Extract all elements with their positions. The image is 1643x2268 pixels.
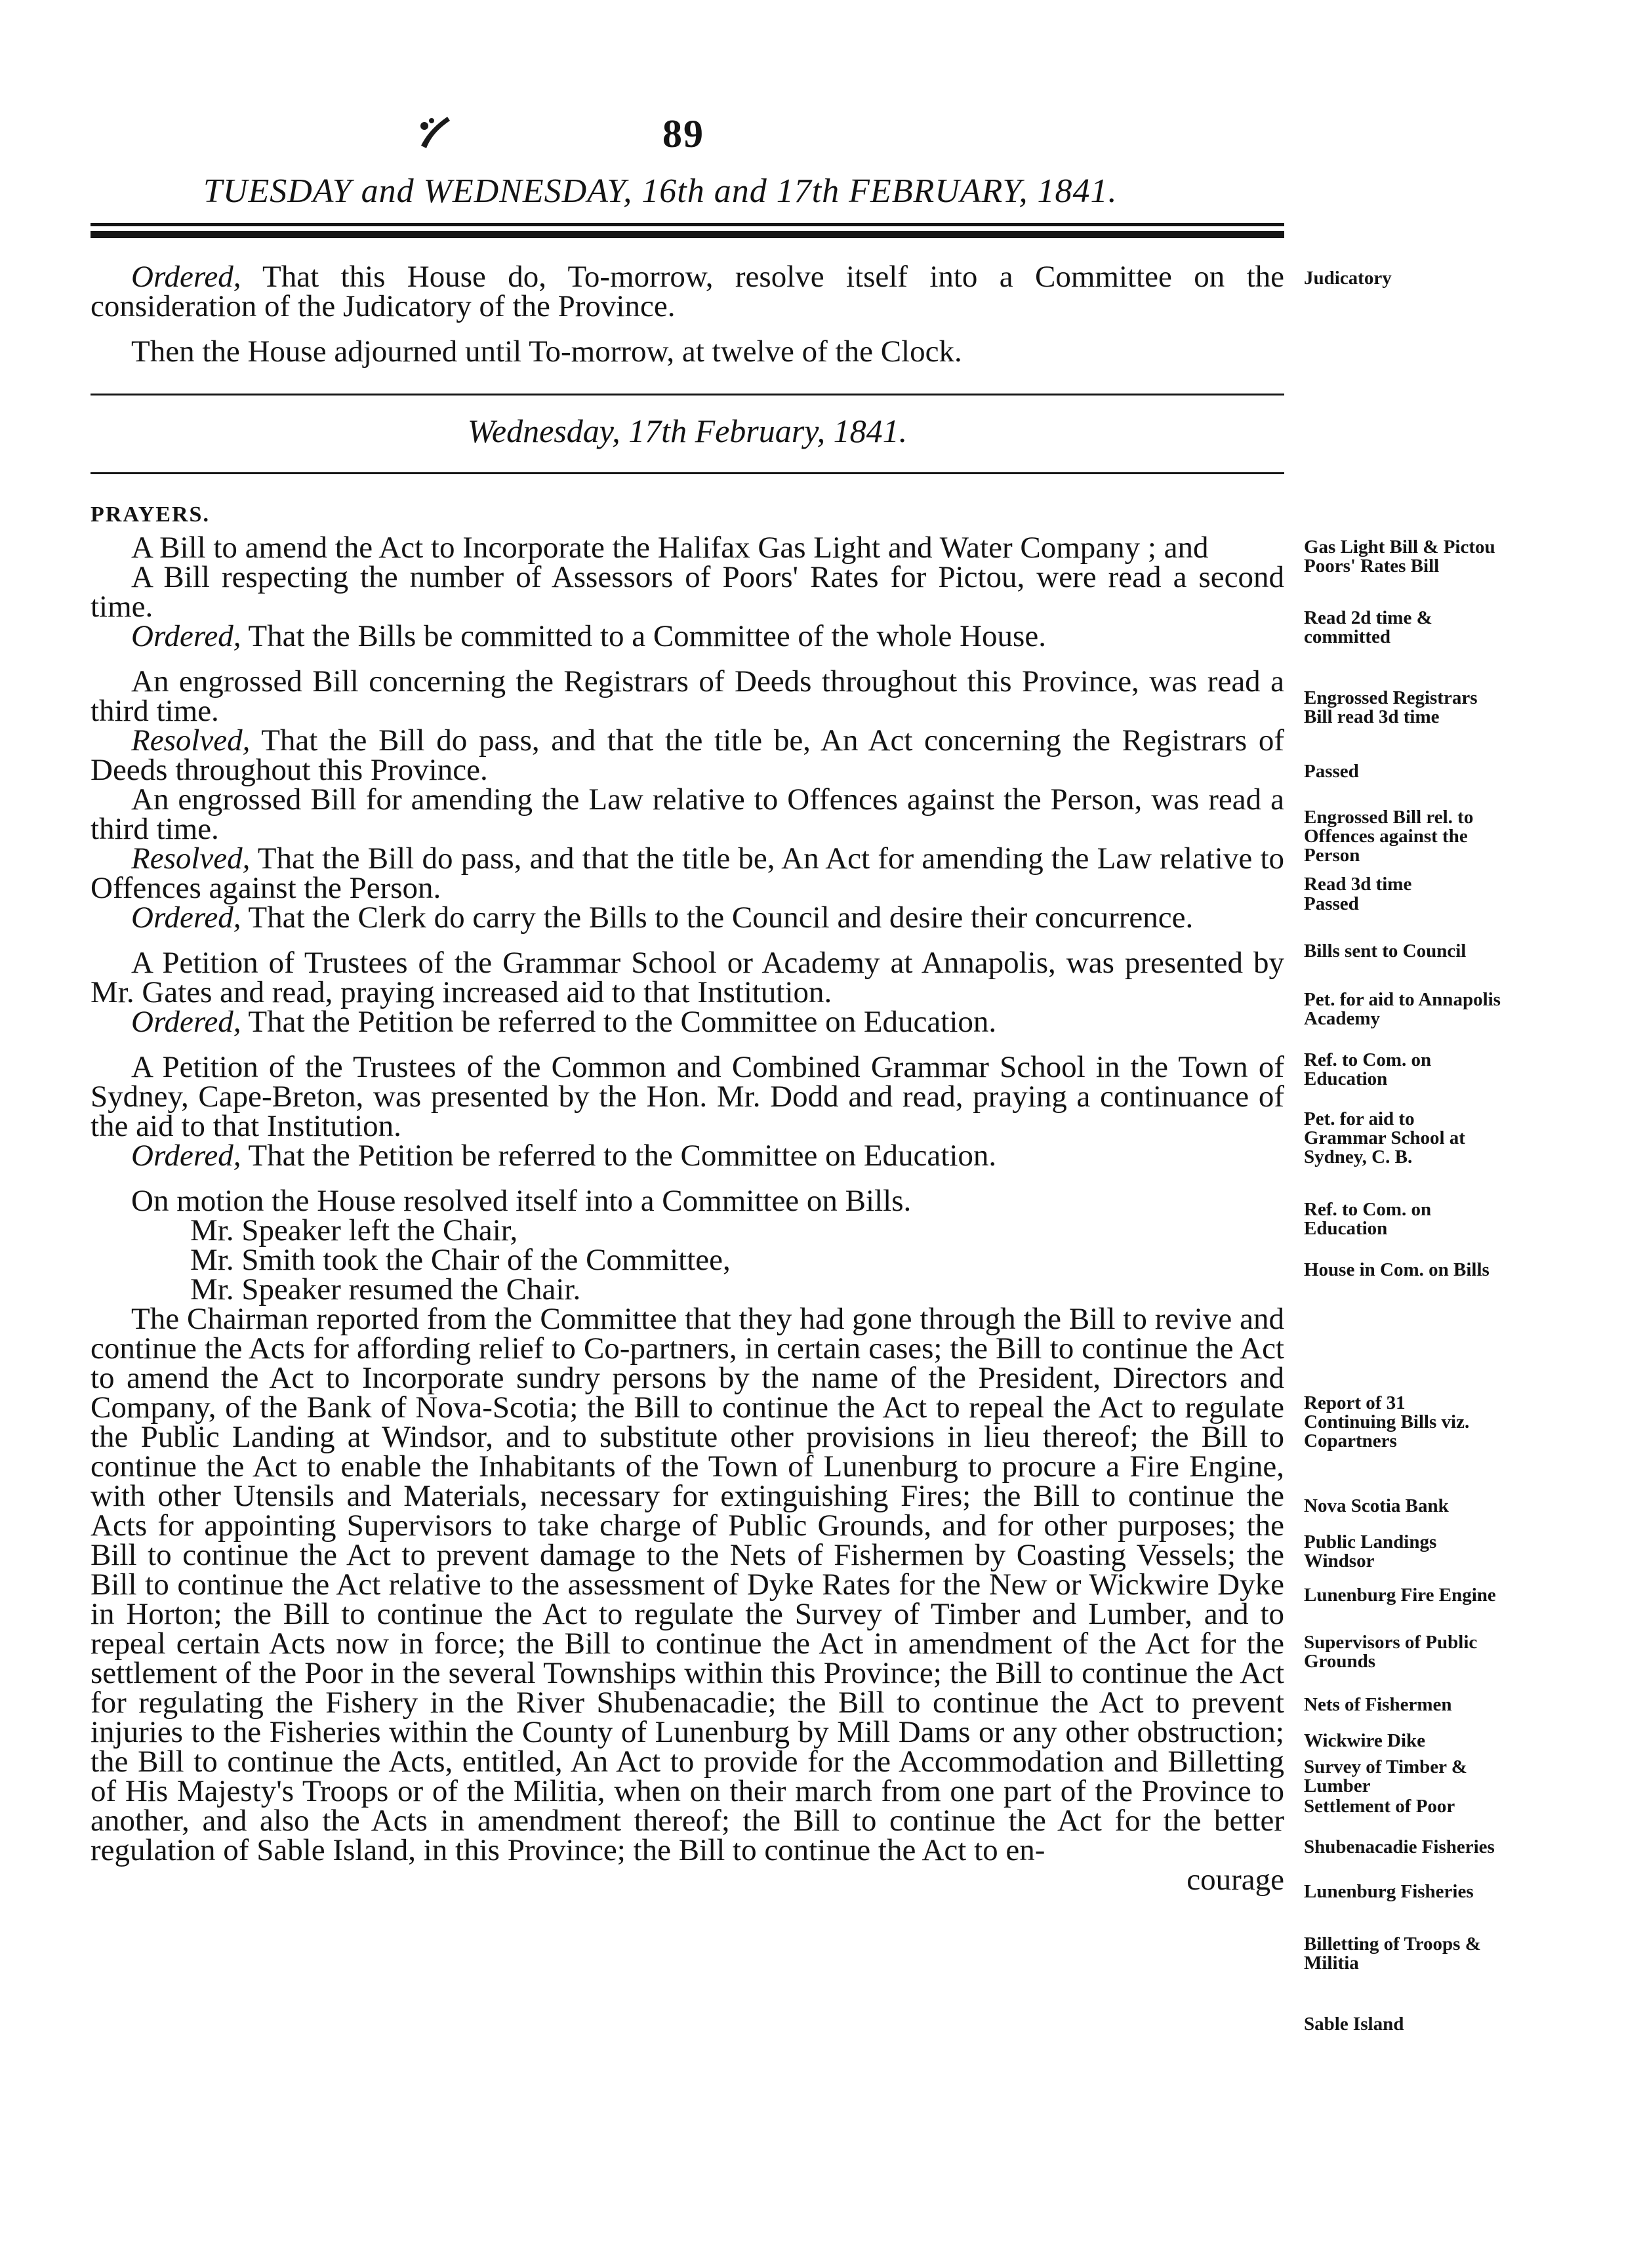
- margin-note-offences-read: Read 3d time: [1304, 874, 1412, 895]
- margin-note-report: Report of 31 Continuing Bills viz. Copartners: [1304, 1392, 1470, 1451]
- entry-chairman-report: The Chairman reported from the Committee that they had gone through the Bill to revive and continue the Acts for affording relief to Co-partners, in certain cases; the Bill to continue the Act to amend the Act to Incorporate sundry persons by the name of the President, Directors and Company, of the Bank of Nova-Scotia; the Bill to continue the Act to repeal the Act to regulate the Public Landing at Windsor, and to substitute other provisions in lieu thereof; the Bill to continue the Act to enable the Inhabitants of the Town of Lunenburg to procure a Fire Engine, with other Utensils and Materials, necessary for extinguishing Fires; the Bill to continue the Acts for appointing Supervisors to take charge of Public Grounds, and for other purposes; the Bill to continue the Act to prevent damage to the Nets of Fishermen by Coasting Vessels; the Bill to continue the Act relative to the assessment of Dyke Rates for the New or Wickwire Dyke in Horton; the Bill to continue the Act to regulate the Survey of Timber and Lumber, and to repeal certain Acts now in force; the Bill to continue the Act in amendment of the Act for the settlement of the Poor in the several Townships within this Province; the Bill to continue the Act for regulating the Fishery in the River Shubenacadie; the Bill to continue the Act to prevent injuries to the Fisheries within the County of Lunenburg by Mill Dams or any other obstruction; the Bill to continue the Acts, entitled, An Act to provide for the Accommodation and Billetting of His Majesty's Troops or of the Militia, when on their march from one part of the Province to another, and also the Acts in amendment thereof; the Bill to continue the Act for the better regulation of Sable Island, in this Province; the Bill to continue the Act to en-: [91, 1302, 1284, 1867]
- header-double-rule: [91, 223, 1284, 226]
- opening-order: [91, 262, 1284, 321]
- entry-bills-to-council: Ordered, That the Clerk do carry the Bills to the Council and desire their concurrence.: [131, 901, 1194, 935]
- running-head: TUESDAY and WEDNESDAY, 16th and 17th FEBRUARY, 1841.: [203, 172, 1118, 210]
- catchword: courage: [1187, 1863, 1284, 1897]
- margin-note-nets: Nets of Fishermen: [1304, 1694, 1452, 1715]
- margin-note-house-in-com: House in Com. on Bills: [1304, 1259, 1490, 1280]
- margin-note-annapolis-ref: Ref. to Com. on Education: [1304, 1049, 1432, 1089]
- opening-adjournment-text: Then the House adjourned until To-morrow, at twelve of the Clock.: [131, 334, 962, 369]
- margin-note-offences-passed: Passed: [1304, 893, 1359, 914]
- margin-note-annapolis: Pet. for aid to Annapolis Academy: [1304, 989, 1501, 1029]
- opening-adjournment: [91, 334, 1284, 369]
- margin-note-registrars: Engrossed Registrars Bill read 3d time: [1304, 687, 1478, 727]
- opening-order-text: That this House do, To-morrow, resolve itself into a Committee on the consideration of the Judicatory of the Province.: [91, 260, 1284, 323]
- entry-smith-chair: Mr. Smith took the Chair of the Committee,: [190, 1243, 731, 1277]
- day-heading-wrap: [91, 413, 1284, 449]
- margin-note-lunenburg-fisheries: Lunenburg Fisheries: [1304, 1881, 1474, 1902]
- margin-note-gas-light: Gas Light Bill & Pictou Poors' Rates Bill: [1304, 537, 1495, 577]
- margin-note-sydney: Pet. for aid to Grammar School at Sydney, C. B.: [1304, 1108, 1465, 1167]
- entry-committee-motion: On motion the House resolved itself into a Committee on Bills.: [131, 1184, 912, 1218]
- margin-note-public-landings: Public Landings Windsor: [1304, 1531, 1437, 1571]
- margin-note-read-committed: Read 2d time & committed: [1304, 607, 1432, 647]
- margin-note-wickwire: Wickwire Dike: [1304, 1730, 1426, 1751]
- entry-gas-light-bill: A Bill to amend the Act to Incorporate the Halifax Gas Light and Water Company ; and: [131, 531, 1209, 565]
- entry-registrars-bill: An engrossed Bill concerning the Registrars of Deeds throughout this Province, was read a third time.: [91, 664, 1284, 728]
- entry-annapolis-referred: Ordered, That the Petition be referred to the Committee on Education.: [131, 1005, 997, 1039]
- margin-note-bills-sent: Bills sent to Council: [1304, 941, 1467, 962]
- prayers-label: PRAYERS.: [91, 502, 210, 527]
- margin-note-fire-engine: Lunenburg Fire Engine: [1304, 1585, 1496, 1606]
- proceedings: [91, 500, 1284, 1895]
- margin-note-shubenacadie: Shubenacadie Fisheries: [1304, 1836, 1495, 1857]
- page-number: 89: [662, 112, 704, 155]
- margin-note-offences: Engrossed Bill rel. to Offences against the Person: [1304, 807, 1474, 866]
- entry-speaker-left: Mr. Speaker left the Chair,: [190, 1213, 518, 1247]
- entry-offences-resolved: Resolved, That the Bill do pass, and that the title be, An Act for amending the Law relative to Offences against the Person.: [91, 841, 1284, 905]
- margin-note-nova-scotia-bank: Nova Scotia Bank: [1304, 1495, 1449, 1516]
- entry-registrars-resolved: Resolved, That the Bill do pass, and that the title be, An Act concerning the Registrars of Deeds throughout this Province.: [91, 723, 1284, 787]
- margin-note-registrars-passed: Passed: [1304, 761, 1359, 782]
- section-rule: [91, 394, 1284, 395]
- day-heading: Wednesday, 17th February, 1841.: [467, 413, 908, 449]
- printers-ornament-icon: [415, 111, 454, 152]
- opening-section: [91, 262, 1284, 367]
- opening-order-lead: Ordered,: [131, 260, 241, 294]
- entry-offences-bill: An engrossed Bill for amending the Law relative to Offences against the Person, was read a third time.: [91, 782, 1284, 846]
- margin-note-billetting: Billetting of Troops & Militia: [1304, 1934, 1481, 1974]
- entry-speaker-resumed: Mr. Speaker resumed the Chair.: [190, 1272, 581, 1306]
- margin-note-judicatory: Judicatory: [1304, 268, 1392, 289]
- margin-note-supervisors: Supervisors of Public Grounds: [1304, 1632, 1478, 1672]
- entry-annapolis-petition: A Petition of Trustees of the Grammar School or Academy at Annapolis, was presented by Mr. Gates and read, praying increased aid to that Institution.: [91, 946, 1284, 1009]
- margin-note-sable-island: Sable Island: [1304, 2014, 1404, 2035]
- margin-note-timber: Survey of Timber & Lumber: [1304, 1756, 1467, 1796]
- margin-note-poor: Settlement of Poor: [1304, 1796, 1455, 1817]
- entry-sydney-referred: Ordered, That the Petition be referred to the Committee on Education.: [131, 1139, 997, 1173]
- header-double-rule-heavy: [91, 231, 1284, 238]
- section-rule-lower: [91, 472, 1284, 474]
- entry-pictou-bill: A Bill respecting the number of Assessors of Poors' Rates for Pictou, were read a second time.: [91, 560, 1284, 624]
- entry-sydney-petition: A Petition of the Trustees of the Common and Combined Grammar School in the Town of Sydney, Cape-Breton, was presented by the Hon. Mr. Dodd and read, praying a continuance of the aid to that Institution.: [91, 1050, 1284, 1143]
- margin-note-sydney-ref: Ref. to Com. on Education: [1304, 1199, 1432, 1239]
- entry-order-committed: Ordered, That the Bills be committed to a Committee of the whole House.: [131, 619, 1046, 653]
